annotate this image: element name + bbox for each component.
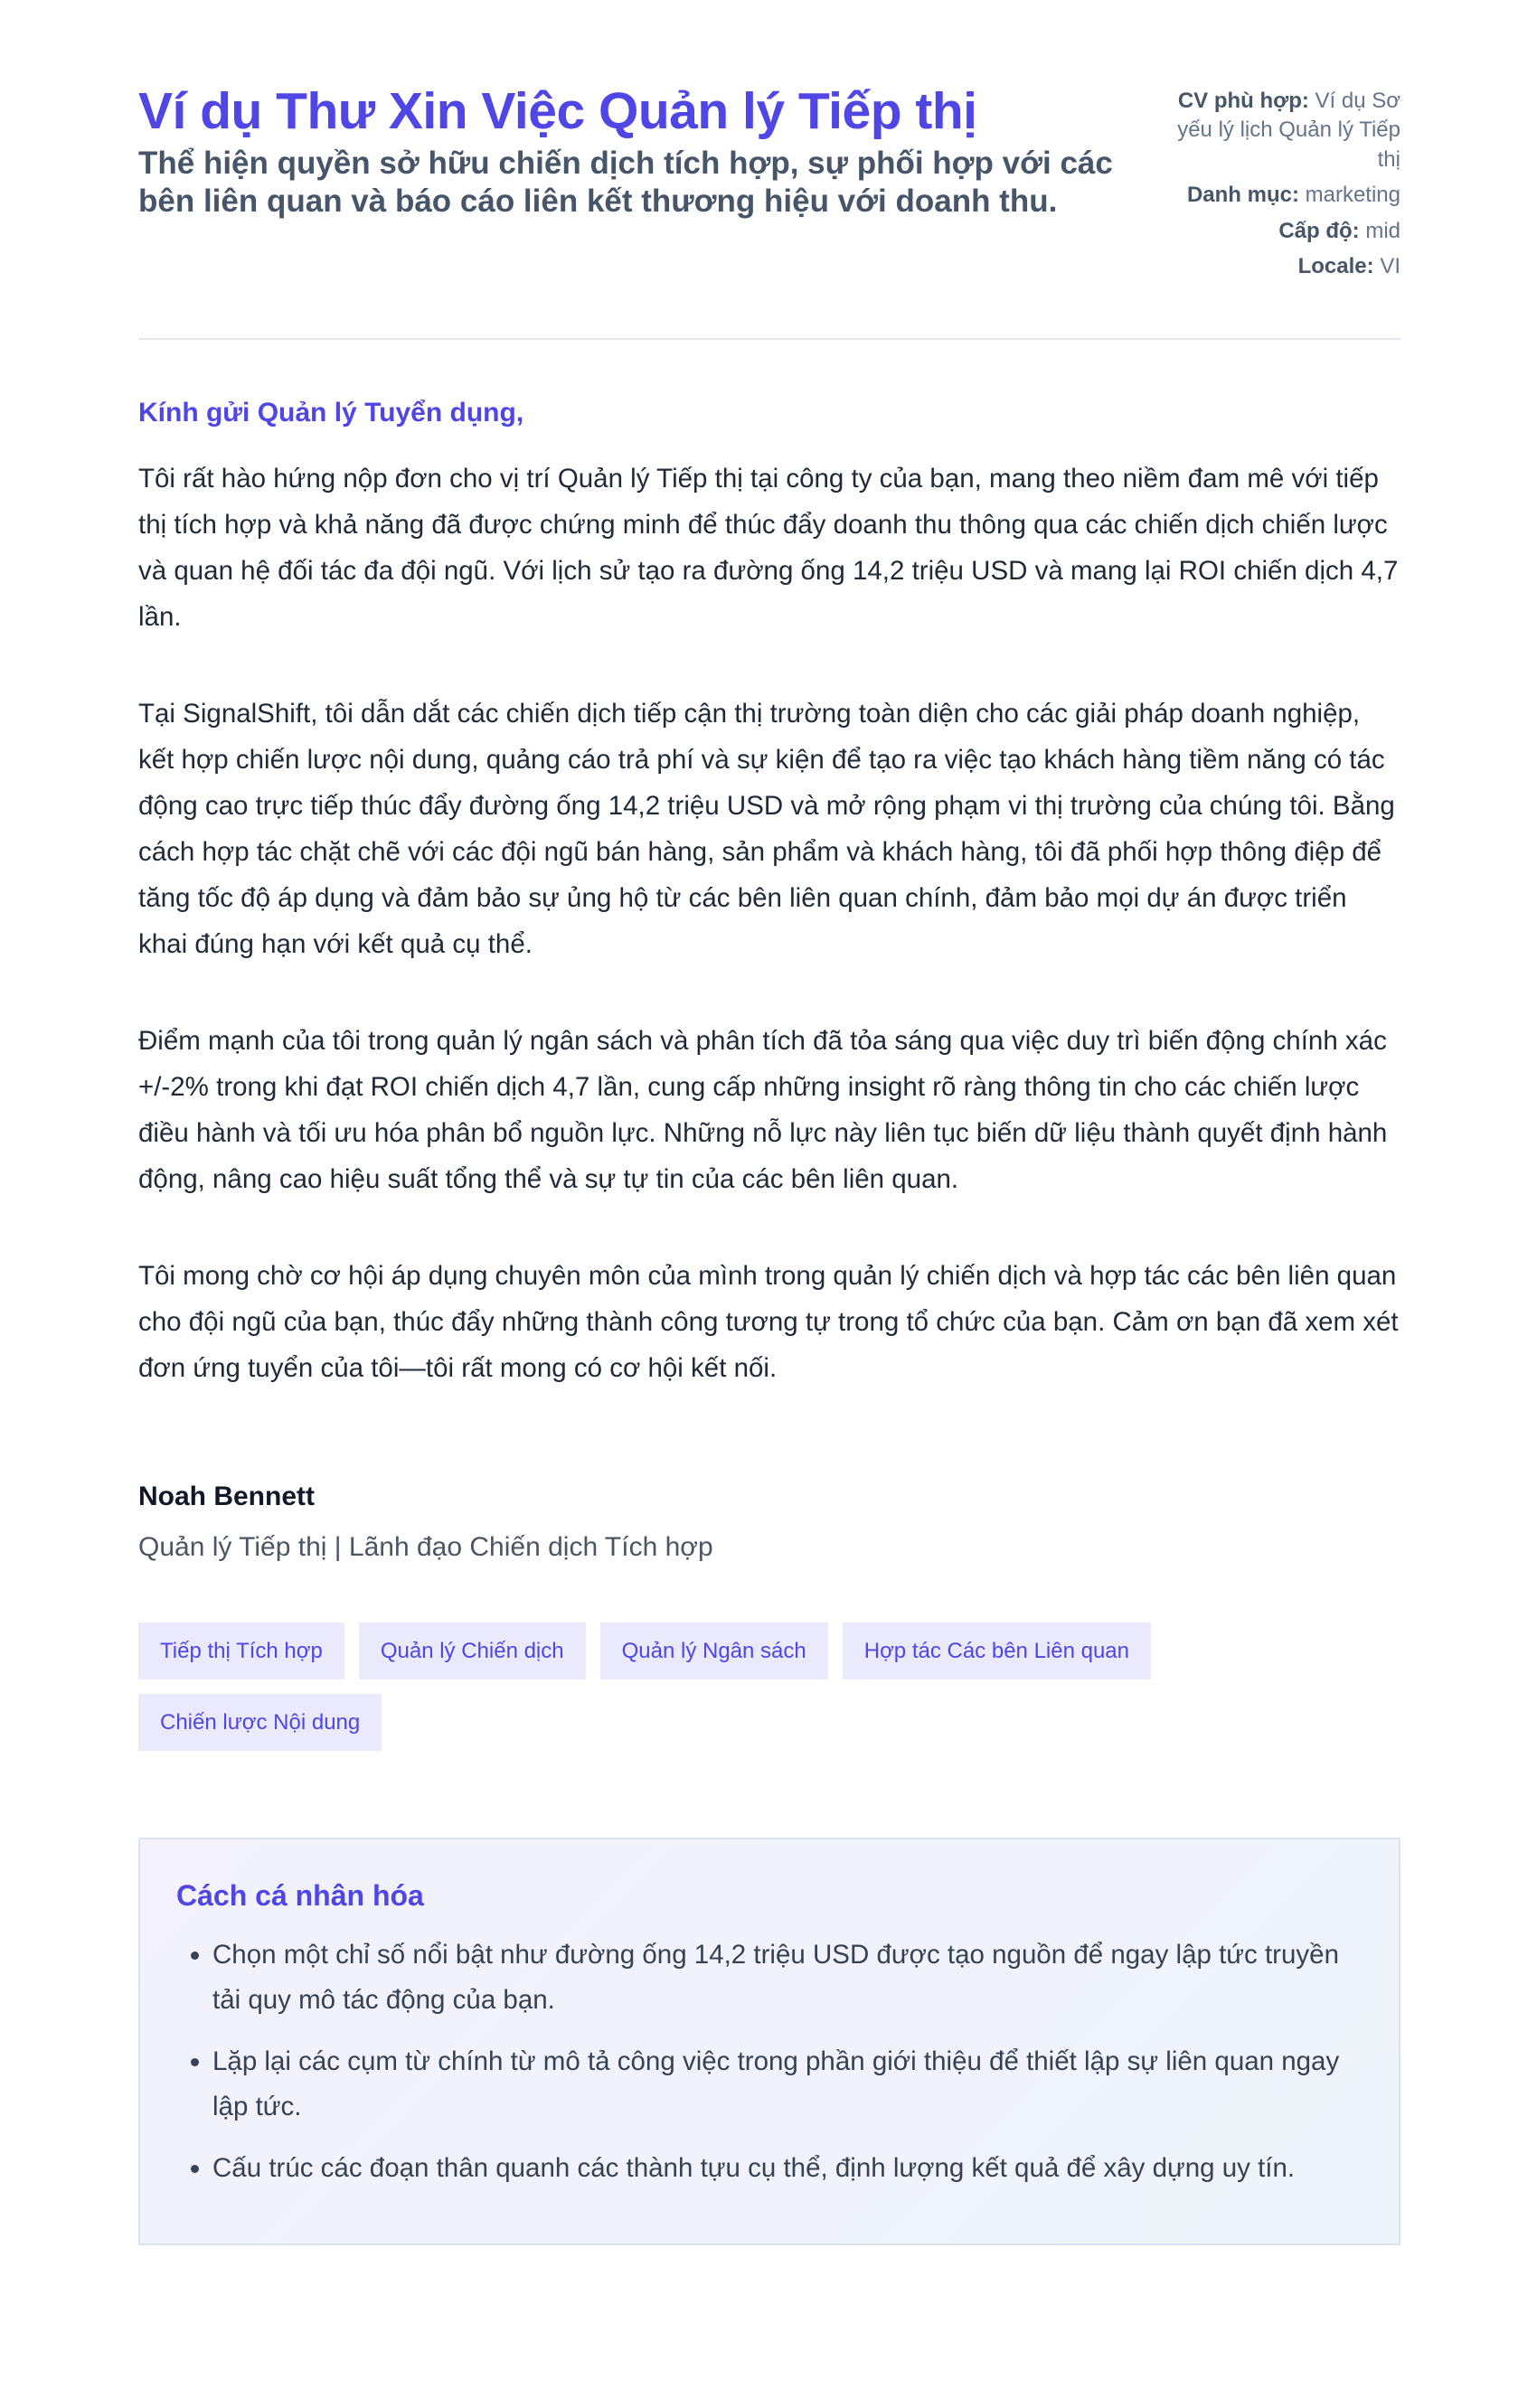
cover-letter-page bbox=[138, 83, 1400, 2245]
skill-tag: Hợp tác Các bên Liên quan bbox=[843, 1623, 1151, 1679]
page-subtitle: Thể hiện quyền sở hữu chiến dịch tích hợp, sự phối hợp với các bên liên quan và báo cáo liên kết thương hiệu với doanh thu. bbox=[138, 145, 1113, 219]
tip-item: • Lặp lại các cụm từ chính từ mô tả công việc trong phần giới thiệu để thiết lập sự liên quan ngay lập tức. bbox=[212, 2039, 1363, 2130]
skill-tag: Quản lý Chiến dịch bbox=[359, 1623, 586, 1679]
meta-locale bbox=[1156, 252, 1400, 281]
meta-category bbox=[1156, 181, 1400, 210]
page-title: Ví dụ Thư Xin Việc Quản lý Tiếp thị bbox=[138, 82, 977, 140]
meta-label: Locale: bbox=[1297, 253, 1374, 278]
meta-value: Ví dụ Sơ yếu lý lịch Quản lý Tiếp thị bbox=[1177, 89, 1400, 172]
skill-tag: Quản lý Ngân sách bbox=[600, 1623, 828, 1679]
page-header bbox=[138, 83, 1400, 340]
meta-label: CV phù hợp: bbox=[1177, 89, 1309, 113]
paragraph: Tôi mong chờ cơ hội áp dụng chuyên môn của mình trong quản lý chiến dịch và hợp tác các bên liên quan cho đội ngũ của bạn, thúc đẩy những thành công tương tự trong tổ chức của bạn. Cảm ơn bạn đã xem xét đơn ứng tuyển của tôi—tôi rất mong có cơ hội kết nối. bbox=[138, 1261, 1399, 1384]
tips-list bbox=[176, 1933, 1363, 2191]
meta-value: mid bbox=[1365, 218, 1400, 243]
title-block bbox=[138, 83, 1115, 221]
tips-title: Cách cá nhân hóa bbox=[176, 1879, 424, 1913]
meta-value: marketing bbox=[1305, 183, 1400, 208]
meta-label: Cấp độ: bbox=[1278, 218, 1360, 243]
skill-tag: Chiến lược Nội dung bbox=[138, 1694, 382, 1751]
paragraph: Tôi rất hào hứng nộp đơn cho vị trí Quản lý Tiếp thị tại công ty của bạn, mang theo niềm đam mê với tiếp thị tích hợp và khả năng đã được chứng minh để thúc đẩy doanh thu thông qua các chiến dịch chiến lược và quan hệ đối tác đa đội ngũ. Với lịch sử tạo ra đường ống 14,2 triệu USD và mang lại ROI chiến dịch 4,7 lần. bbox=[138, 464, 1399, 633]
signature-role: Quản lý Tiếp thị | Lãnh đạo Chiến dịch Tích hợp bbox=[138, 1532, 713, 1563]
tip-item: • Cấu trúc các đoạn thân quanh các thành tựu cụ thể, định lượng kết quả để xây dựng uy tín. bbox=[212, 2146, 1363, 2191]
personalization-tips bbox=[138, 1838, 1400, 2245]
skill-tags bbox=[138, 1623, 1223, 1751]
meta-label: Danh mục: bbox=[1186, 183, 1299, 208]
meta-value: VI bbox=[1380, 253, 1400, 278]
meta-info bbox=[1156, 87, 1400, 287]
tip-item: • Chọn một chỉ số nổi bật như đường ống 14,2 triệu USD được tạo nguồn để ngay lập tức truyền tải quy mô tác động của bạn. bbox=[212, 1933, 1363, 2023]
paragraph: Điểm mạnh của tôi trong quản lý ngân sách và phân tích đã tỏa sáng qua việc duy trì biến động chính xác +/-2% trong khi đạt ROI chiến dịch 4,7 lần, cung cấp những insight rõ ràng thông tin cho các chiến lược điều hành và tối ưu hóa phân bổ nguồn lực. Những nỗ lực này liên tục biến dữ liệu thành quyết định hành động, nâng cao hiệu suất tổng thể và sự tự tin của các bên liên quan. bbox=[138, 1026, 1388, 1195]
paragraph: Tại SignalShift, tôi dẫn dắt các chiến dịch tiếp cận thị trường toàn diện cho các giải pháp doanh nghiệp, kết hợp chiến lược nội dung, quảng cáo trả phí và sự kiện để tạo ra việc tạo khách hàng tiềm năng có tác động cao trực tiếp thúc đẩy đường ống 14,2 triệu USD và mở rộng phạm vi thị trường của chúng tôi. Bằng cách hợp tác chặt chẽ với các đội ngũ bán hàng, sản phẩm và khách hàng, tôi đã phối hợp thông điệp để tăng tốc độ áp dụng và đảm bảo sự ủng hộ từ các bên liên quan chính, đảm bảo mọi dự án được triển khai đúng hạn với kết quả cụ thể. bbox=[138, 699, 1395, 960]
signature-name: Noah Bennett bbox=[138, 1481, 315, 1512]
skill-tag: Tiếp thị Tích hợp bbox=[138, 1623, 344, 1679]
meta-resume bbox=[1156, 87, 1400, 174]
greeting: Kính gửi Quản lý Tuyển dụng, bbox=[138, 398, 524, 428]
meta-level bbox=[1156, 217, 1400, 246]
